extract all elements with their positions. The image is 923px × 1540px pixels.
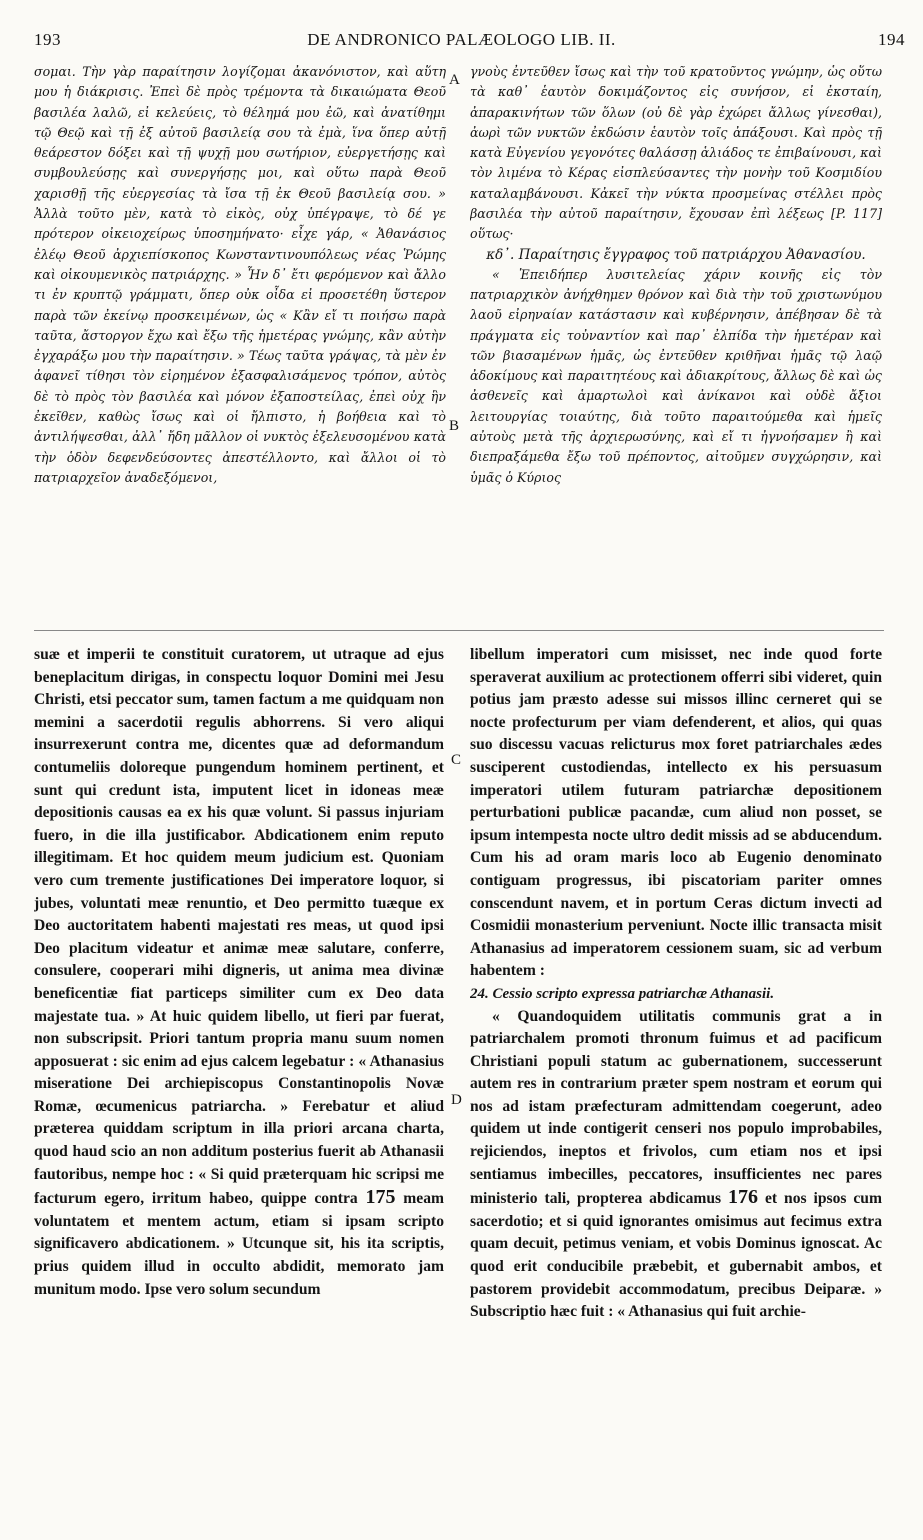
greek-paragraph: γνοὺς ἐντεῦθεν ἴσως καὶ τὴν τοῦ κρατοῦντος γνώμην, ὡς οὕτω τὰ καθ᾽ ἑαυτὸν δοκιμάζοντος εἰς συνήσον, εἰ ἐκσταίη, ἀπαρακινήτων τῶν ὅλων (οὐ δὲ γὰρ ἐχώρει ἄλλως γίνεσθαι), ἀωρὶ τῶν νυκτῶν ἐκδώσιν ἑαυτὸν τοῖς ἀπάξουσι. Καὶ πρὸς τῇ κατὰ Εὐγενίου γεγονότες θαλάσσῃ ἁλιάδος τε ἐπιβαίνουσι, καὶ τὸν λιμένα τὸ Κέρας εἰσπλεύσαντες τὴν μονὴν τοῦ Κοσμιδίου καταλαμβάνουσι. Κἀκεῖ τὴν νύκτα προσμείνας στέλλει πρὸς βασιλέα τὴν αὐτοῦ παραίτησιν, ἔχουσαν ἐπὶ λέξεως [P. 117] οὕτως· [470,64,882,242]
section-divider [34,630,884,631]
running-title: DE ANDRONICO PALÆOLOGO LIB. II. [307,30,616,49]
latin-text: meam voluntatem et mentem actum, etiam si ipsam scripto significavero abdicationem. » Utcunque sit, his ita scriptis, prius quidem illud in occulto abdidit, memorato jam munitum modo. Ipse vero solum secundum [34,1190,444,1298]
column-reference: 176 [728,1186,759,1209]
latin-text: « Quandoquidem utilitatis communis grat a in patriarchalem promoti thronum fuimus et ad pacificum Christiani populi statum ac gubernationem, successerunt autem res in contrarium præter spem nostram et eorum qui nos ad istam præfecturam admittendam coegerunt, adeo quidem ut inde contigerit censeri nos populo improbabiles, rejiciendos, ineptos et frivolos, cum etiam nos et ipsi sentiamus imbecilles, peccatores, insufficientes nec pares ministerio tali, propterea abdicamus [470,1007,882,1208]
column-reference: 175 [365,1186,396,1209]
greek-paragraph: « Ἐπειδήπερ λυσιτελείας χάριν κοινῆς εἰς τὸν πατριαρχικὸν ἀνήχθημεν θρόνον καὶ διὰ τὴν τοῦ χριστωνύμου λαοῦ εἰρηναίαν κατάστασιν καὶ κυβέρνησιν, ἀπέβησαν δὲ τὰ πράγματα εἰς τοὐναντίον καὶ παρ᾽ ἐλπίδα τὴν ἡμετέραν καὶ τῶν βιασαμένων ἡμᾶς, ὡς ἐντεῦθεν κριθῆναι ἡμᾶς τῷ λαῷ ἀδοκίμους καὶ παραιτητέους καὶ ἀδιακρίτους, ἄλλως δὲ καὶ ὡς ἀσθενεῖς καὶ ἁμαρτωλοὶ καὶ ἀνίκανοι καὶ οὐδὲ ἄξιοι λειτουργίας τοιαύτης, διὰ τοῦτο παραιτούμεθα καὶ ἡμεῖς αὐτοὺς μετὰ τῆς ἀρχιερωσύνης, καὶ εἴ τι ἠγνοήσαμεν ἢ καὶ διεπραξάμεθα ἔξω τοῦ πρέποντος, αἰτοῦμεν συγχώρησιν, καὶ ὑμᾶς ὁ Κύριος [470,266,882,485]
latin-paragraph [470,1006,882,1324]
latin-column-right [470,644,882,1539]
page-number-right: 194 [878,30,905,49]
margin-letter-c: C [451,752,462,768]
margin-letter-b: B [449,418,460,434]
greek-paragraph: σομαι. Τὴν γὰρ παραίτησιν λογίζομαι ἀκανόνιστον, καὶ αὕτη μου ἡ διάκρισις. Ἐπεὶ δὲ πρὸς τρέμοντα τὰ δικαιώματα Θεοῦ βασιλέα λαλῶ, εἰ κελεύεις, τὸ θέλημά μου ἐῶ, καὶ ἀνατίθημι τῷ Θεῷ καὶ τῇ ἐξ αὐτοῦ βασιλείᾳ σου τὰ ἐμὰ, ἵνα ὅπερ αὐτῇ θεάρεστον δόξει καὶ τῇ ψυχῇ μου σωτήριον, εὐεργετήσῃς καὶ συμβουλεύσῃς καὶ συνεργήσῃς μοι, καὶ οὕτω παρὰ Θεοῦ χαρισθῇ τῆς εὐεργεσίας τὰ ἴσα τῇ ἐκ Θεοῦ βασιλείᾳ σου. » Ἀλλὰ τοῦτο μὲν, κατὰ τὸ εἰκὸς, οὐχ ὑπέγραψε, τὸ δέ γε πρότερον οἰκειοχείρως ὑποσημήνατο· εἶχε γάρ, « Ἀθανάσιος ἐλέῳ Θεοῦ ἀρχιεπίσκοπος Κωνσταντινουπόλεως νέας Ῥώμης καὶ οἰκουμενικὸς πατριάρχης. » Ἦν δ᾽ ἔτι φερόμενον καὶ ἄλλο τι ἐν κρυπτῷ γράμματι, ὅπερ οὐκ οἶδα εἰ προσετέθη ὕστερον παρὰ τῶν ἐκείνῳ προσκειμένων, ὡς « Κἂν εἴ τι ποιήσω παρὰ ταῦτα, ἄστοργον ἔχω καὶ ἔξω τῆς ἡμετέρας γνώμης, κἂν αὐτὴν ἐγχαράξω μου τὴν παραίτησιν. » Τέως ταῦτα γράψας, τὰ μὲν ἐν ἀφανεῖ τίθησι τὸν εἰρημένον ἐξασφαλισάμενος τρόπον, αὐτὸς δὲ τὸ πρὸς τὸν βασιλέα καὶ μόνον ἐξαποστείλας, ἐπεὶ οὐχ ἣν ἐκεῖθεν, καθὼς ἴσως καὶ οἱ ἤλπιστο, ἡ βοήθεια καὶ τὸ ἀντιλήψεσθαι, ἀλλ᾽ ἤδη μᾶλλον οἱ νυκτὸς ἐξελευσομένου κατὰ τὴν ὁδὸν δεφενδεύσοντες ἀπεστέλλοντο, καὶ ἄλλοι οἱ τὸ πατριαρχεῖον ἀναδεξόμενοι, [34,64,446,485]
latin-text: suæ et imperii te constituit curatorem, ut utraque ad ejus beneplacitum dirigas, in conspectu loquor Domini mei Jesu Christi, etsi peccator sum, tamen factum a me quidquam non memini a sacerdotii regulis abhorrens. Si vero aliqui insurrexerunt contra me, dicentes quæ ad deformandum contumeliis doloreque pungendum hominem pertinent, et sunt qui credunt ista, imputent licet in idoneas meæ depositionis causas ea ex his quæ volunt. Si passus injuriam fuero, in die illa justificabor. Abdicationem enim reputo illegitimam. Et hoc quidem meum judicium est. Quoniam vero cum tremente justificationes Dei imperatore loquor, si jubes, voluntati meæ renuntio, et Deo permitto tuæque ex Deo auctoritatem habenti majestati res meas, ut quod ipsi Deo placitum videatur et animæ meæ salutare, conferre, consulere, cooperari mihi digneris, ut anima mea divinæ beneficentiæ fiat particeps similiter cum ex Deo data majestate tua. » At huic quidem libello, ut fieri par fuerat, non subscripsit. Priori tantum propria manu suum nomen apposuerat : sic enim ad ejus calcem legebatur : « Athanasius miseratione Dei archiepiscopus Constantinopolis Novæ Romæ, œcumenicus patriarcha. » Ferebatur et aliud præterea quiddam scriptum in illa priori arcana charta, quod haud scio an non additum posterius fuerit ab Athanasii fautoribus, nempe hoc : « Si quid præterquam hic scripsi me facturum egero, irritum habeo, quippe contra [34,646,444,1208]
greek-section-heading: κδ᾽. Παραίτησις ἔγγραφος τοῦ πατριάρχου Ἀθανασίου. [486,246,866,263]
margin-letter-a: A [449,72,460,88]
latin-section-heading: 24. Cessio scripto expressa patriarchæ Athanasii. [470,985,775,1002]
greek-column-left [34,62,446,622]
page-number-left: 193 [34,30,61,49]
latin-paragraph: libellum imperatori cum misisset, nec inde quod forte speraverat auxilium ac protectionem offerri sibi videret, quin potius jam præsto adesse sui missos illinc cerneret qui se nocte profecturum per viam defenderent, et alios, qui quas suo discessu vacuas relicturus mox foret patriarchales ædes susciperent custodiendas, intellecto ex his persuasum imperatori utilem futuram patriarchæ depositionem perturbationi publicæ pacandæ, cum aliud non posset, se ipsum intempesta nocte ultro dedit missis ad se abducendum. Cum his ad oram maris loco ab Eugenio denominato contiguam progressus, ibi piscatoriam pariter omnes conscendunt navem, et in portum Ceras dictum invecti ad Cosmidii monasterium perveniunt. Nocte illic transacta misit Athanasius ad imperatorem cessionem suam, sic ad verbum habentem : [470,646,882,980]
latin-paragraph [34,644,444,1301]
running-header [0,30,923,56]
margin-letter-d: D [451,1092,462,1108]
latin-text: et nos ipsos cum sacerdotio; et si quid ignorantes omisimus aut fecimus extra quam decuit, petimus veniam, et vobis Dominus ignoscat. Ac quod erit conducibile præbebit, et gubernabit ambos, et pastorem providebit accommodatum, precibus Deiparæ. » Subscriptio hæc fuit : « Athanasius qui fuit archie- [470,1190,882,1321]
latin-column-left [34,644,444,1539]
greek-column-right [470,62,882,622]
